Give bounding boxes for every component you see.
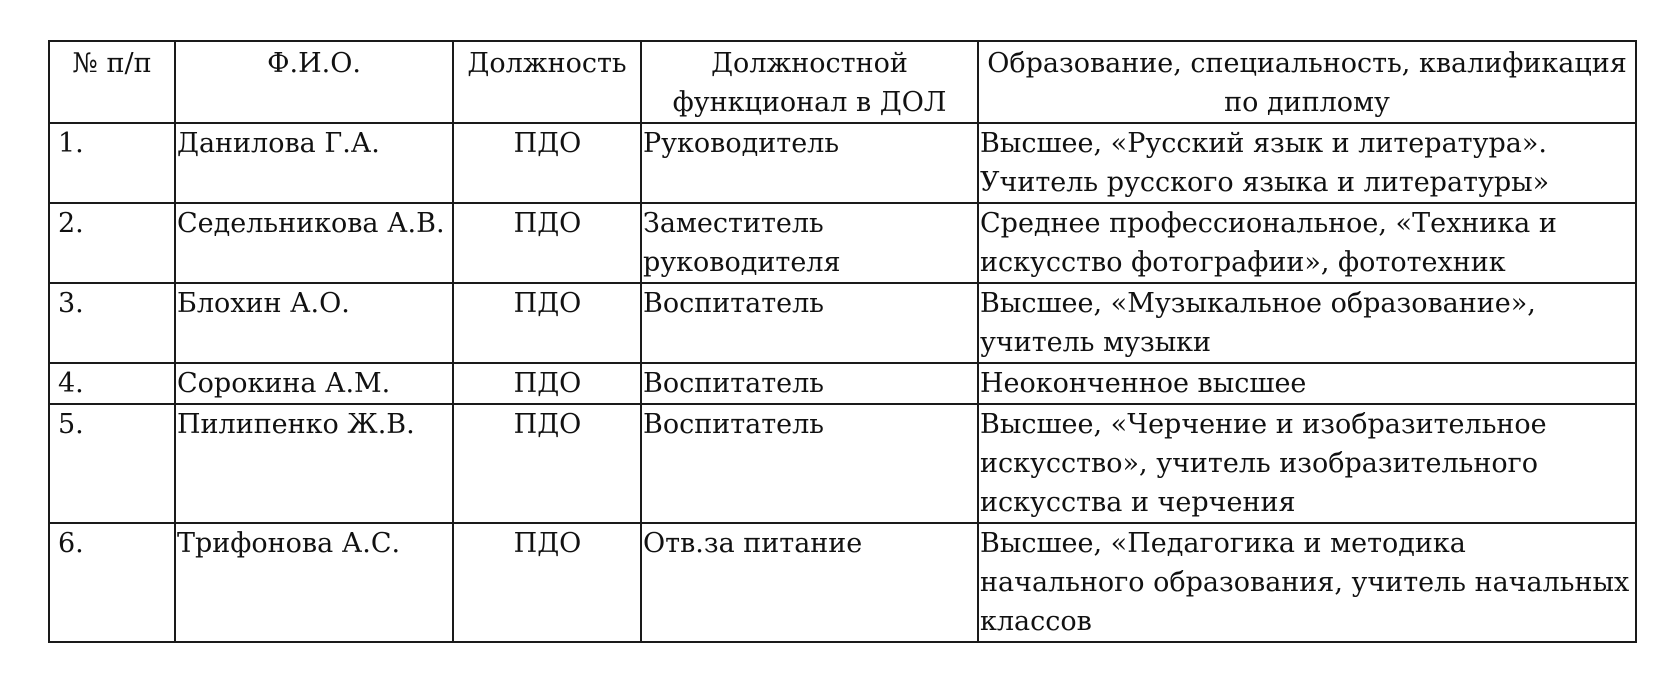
row-position: ПДО [453, 123, 641, 203]
table-row [49, 283, 1636, 363]
table-row [49, 123, 1636, 203]
row-function: Заместитель руководителя [641, 203, 978, 283]
table-header-row [49, 41, 1636, 123]
row-education: Высшее, «Музыкальное образование», учитель музыки [978, 283, 1636, 363]
row-num: 2. [49, 203, 175, 283]
row-num: 4. [49, 363, 175, 404]
row-function: Воспитатель [641, 363, 978, 404]
row-num: 5. [49, 404, 175, 523]
row-name: Блохин А.О. [175, 283, 453, 363]
table-row [49, 203, 1636, 283]
row-education: Высшее, «Черчение и изобразительное искусство», учитель изобразительного искусства и черчения [978, 404, 1636, 523]
table-row [49, 363, 1636, 404]
row-education: Среднее профессиональное, «Техника и искусство фотографии», фототехник [978, 203, 1636, 283]
row-name: Седельникова А.В. [175, 203, 453, 283]
row-position: ПДО [453, 363, 641, 404]
row-position: ПДО [453, 283, 641, 363]
header-name: Ф.И.О. [175, 41, 453, 123]
staff-table-container [48, 40, 1637, 643]
header-position: Должность [453, 41, 641, 123]
row-function: Воспитатель [641, 404, 978, 523]
row-position: ПДО [453, 203, 641, 283]
row-name: Трифонова А.С. [175, 523, 453, 642]
row-education: Неоконченное высшее [978, 363, 1636, 404]
staff-table [48, 40, 1637, 643]
row-name: Сорокина А.М. [175, 363, 453, 404]
row-position: ПДО [453, 523, 641, 642]
header-function: Должностной функционал в ДОЛ [641, 41, 978, 123]
row-function: Руководитель [641, 123, 978, 203]
row-education: Высшее, «Педагогика и методика начального образования, учитель начальных классов [978, 523, 1636, 642]
row-function: Отв.за питание [641, 523, 978, 642]
header-education: Образование, специальность, квалификация по диплому [978, 41, 1636, 123]
table-row [49, 404, 1636, 523]
row-num: 1. [49, 123, 175, 203]
row-function: Воспитатель [641, 283, 978, 363]
row-position: ПДО [453, 404, 641, 523]
row-num: 6. [49, 523, 175, 642]
table-row [49, 523, 1636, 642]
header-num: № п/п [49, 41, 175, 123]
row-name: Данилова Г.А. [175, 123, 453, 203]
row-num: 3. [49, 283, 175, 363]
row-education: Высшее, «Русский язык и литература». Учитель русского языка и литературы» [978, 123, 1636, 203]
row-name: Пилипенко Ж.В. [175, 404, 453, 523]
